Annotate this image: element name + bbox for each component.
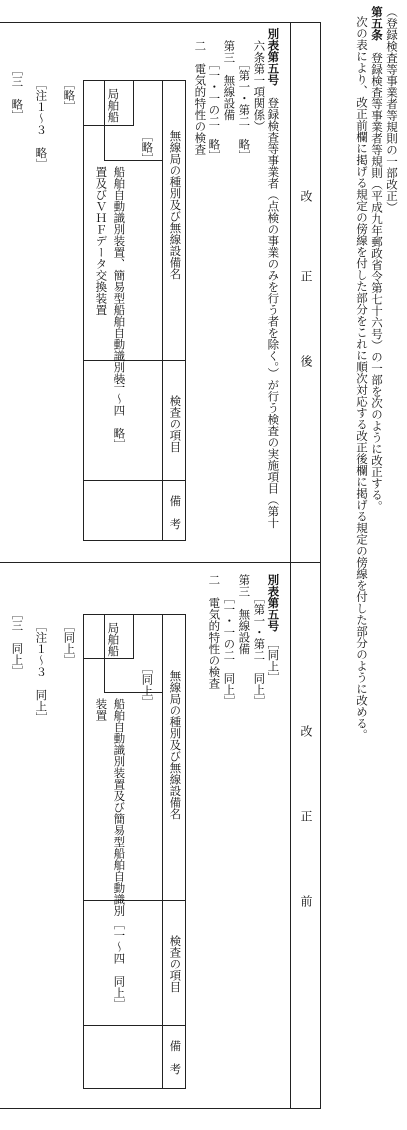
before-item1: ［第一・第二 同上］ — [252, 592, 267, 707]
before-item4: 二 電気的特性の検査 — [207, 574, 222, 689]
before-title-text: ［同上］ — [266, 643, 281, 684]
before-row-ryaku: ［同上］ — [62, 620, 77, 666]
after-note2: ［三 略］ — [10, 64, 25, 122]
after-row-divider-a — [133, 80, 134, 125]
header-before-char-3: 前 — [299, 895, 313, 907]
before-station-divider — [83, 658, 134, 659]
after-table-left — [83, 80, 84, 540]
before-row-divider-b — [104, 614, 105, 692]
after-table-bottom — [83, 540, 186, 541]
before-station: 局舶船 — [106, 622, 121, 657]
header-after-char-1: 改 — [299, 190, 313, 202]
before-table-header-divider — [162, 614, 163, 1088]
intro-note: （登録検査等事業者等規則の一部改正） — [385, 6, 399, 213]
before-equip-ryaku: ［同上］ — [140, 662, 155, 708]
frame-top-border — [0, 22, 321, 23]
after-item1: ［第一・第二 略］ — [237, 58, 252, 162]
after-table-top — [83, 80, 186, 81]
frame-right-border — [320, 22, 321, 1108]
after-table-right — [185, 80, 186, 540]
before-note1: ［注１〜３ 同上］ — [34, 620, 49, 724]
after-table-title: 別表第五号 — [266, 28, 281, 86]
before-equip-line1: 船舶自動識別装置及び簡易型船舶自動識別 — [112, 698, 127, 917]
header-before-char-1: 改 — [299, 725, 313, 737]
after-col-items: 検査の項目 — [168, 395, 183, 453]
after-item2: 第三 無線設備 — [222, 40, 237, 121]
header-after-char-3: 後 — [299, 355, 313, 367]
before-items-value: ［一〜四 同上］ — [112, 918, 127, 1010]
after-col-notes: 備 考 — [168, 495, 183, 530]
intro-line1: 登録検査等事業者等規則（平成九年郵政省令第七十六号）の一部を次のように改正する。 — [370, 52, 384, 512]
after-col-divider-1 — [83, 360, 186, 361]
before-title-block — [266, 574, 280, 683]
frame-middle-divider — [0, 562, 321, 563]
before-col-divider-2 — [83, 1025, 186, 1026]
after-table-header-divider — [162, 80, 163, 540]
before-item2: 第三 無線設備 — [237, 574, 252, 655]
frame-bottom-border — [0, 1108, 321, 1109]
after-item4: 二 電気的特性の検査 — [193, 40, 208, 155]
before-table-right — [185, 614, 186, 1088]
before-table-bottom — [83, 1088, 186, 1089]
after-title-cont: 六条第一項関係） — [252, 40, 267, 132]
frame-header-divider — [290, 22, 291, 1108]
before-col-notes: 備 考 — [168, 1040, 183, 1075]
after-col-equip: 無線局の種別及び無線設備名 — [168, 130, 183, 280]
intro-line2: 次の表により、改正前欄に掲げる規定の傍線を付した部分をこれに順次対応する改正後欄に掲げる規定の傍線を付した部分のように改める。 — [355, 16, 369, 741]
after-title-block — [266, 28, 280, 528]
intro-line1-block — [370, 6, 384, 512]
after-title-text: 登録検査等事業者（点検の事業のみを行う者を除く。）が行う検査の実施項目（第十 — [266, 97, 281, 529]
after-station-divider — [83, 125, 134, 126]
before-item3: ［一・一の二 同上］ — [222, 592, 237, 707]
before-row-divider-a — [133, 614, 134, 658]
header-before-char-2: 正 — [299, 810, 313, 822]
after-equip-ryaku: ［略］ — [140, 130, 155, 165]
before-table-title: 別表第五号 — [266, 574, 281, 632]
after-station: 局舶船 — [106, 88, 121, 123]
article-title: 第五条 — [370, 6, 384, 41]
before-col-items: 検査の項目 — [168, 935, 183, 993]
before-equip-line2: 装置 — [94, 698, 109, 721]
after-equip-line1: 船舶自動識別装置、簡易型船舶自動識別装 — [112, 166, 127, 385]
after-equip-line2: 置及びＶＨＦデータ交換装置 — [94, 166, 109, 316]
after-items-value: ［一〜四 略］ — [112, 370, 127, 451]
after-col-divider-2 — [83, 480, 186, 481]
after-item3: ［一・一の二 略］ — [207, 58, 222, 162]
after-note1: ［注１〜３ 略］ — [34, 78, 49, 170]
before-col-equip: 無線局の種別及び無線設備名 — [168, 670, 183, 820]
after-row-divider-b — [104, 80, 105, 160]
before-note2: ［三 同上］ — [10, 608, 25, 677]
before-col-divider-1 — [83, 900, 186, 901]
after-row-ryaku: ［略］ — [62, 78, 77, 113]
before-table-left — [83, 614, 84, 1088]
before-table-top — [83, 614, 186, 615]
header-after-char-2: 正 — [299, 270, 313, 282]
